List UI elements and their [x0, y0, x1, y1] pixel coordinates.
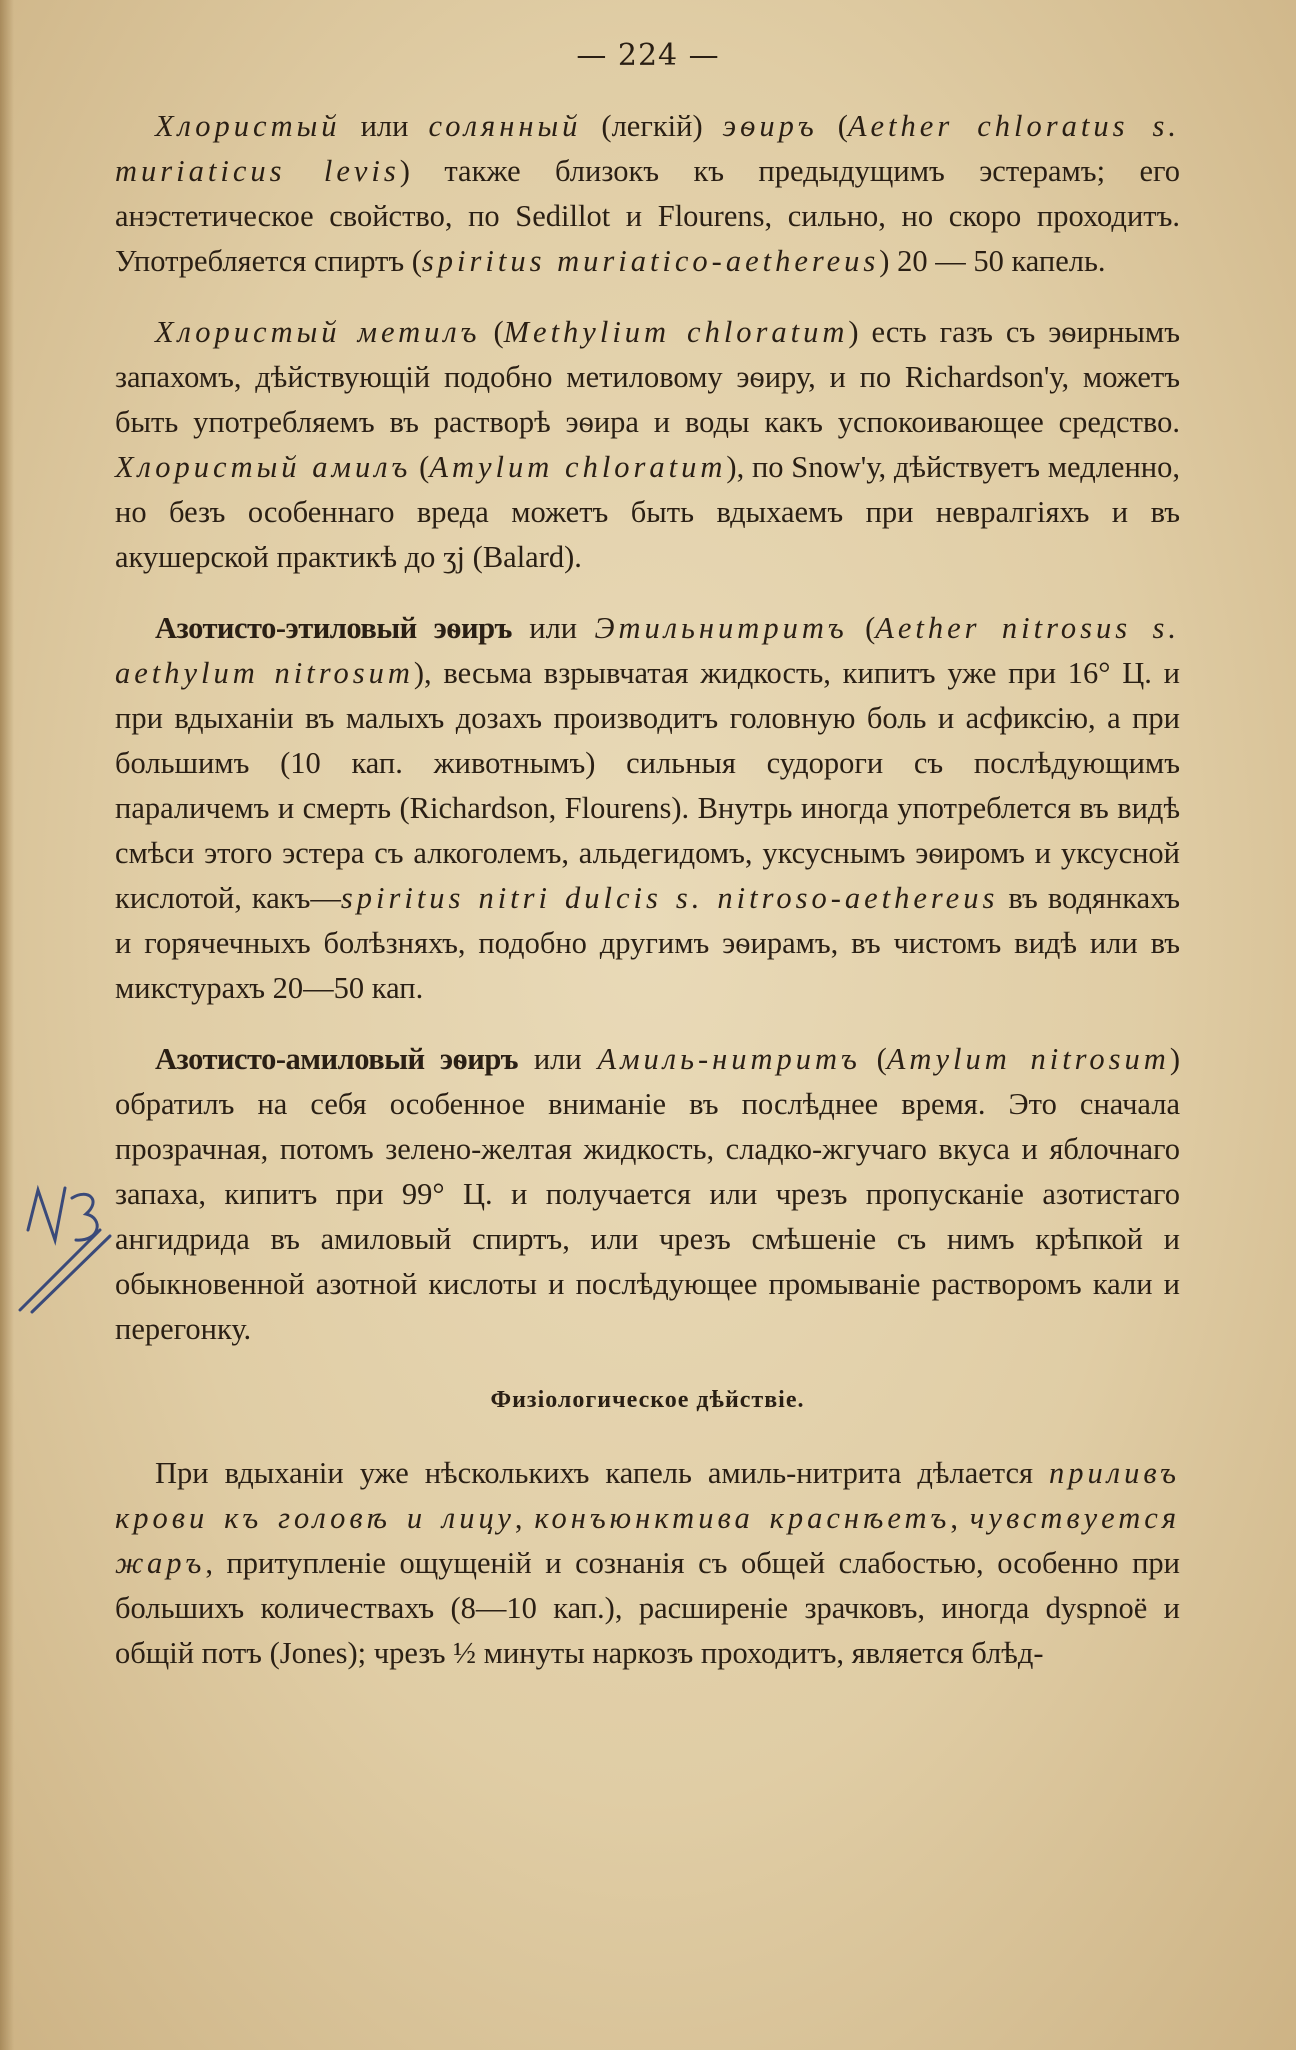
- italic-term: spiritus nitri dulcis s. nitroso-aethereus: [340, 881, 999, 915]
- text-run: ) 20 — 50 капель.: [879, 244, 1106, 278]
- paragraph-physiological-action: [115, 1451, 1180, 1676]
- bold-term: Азотисто-амиловый эѳиръ: [155, 1042, 519, 1076]
- page-number: — 224 —: [576, 38, 720, 73]
- italic-term: приливъ крови къ головѣ и лицу: [115, 1456, 1180, 1535]
- text-run: ) есть газъ съ эѳирнымъ запахомъ, дѣйствующiй подобно метиловому эѳиру, и по Richardson'у, можетъ быть употребляемъ въ растворѣ эѳира и воды какъ успокоивающее средство.: [115, 315, 1180, 439]
- text-run: При вдыханiи уже нѣсколькихъ капель амиль-нитрита дѣлается: [155, 1456, 1050, 1490]
- paragraph-methyl-chloride: [115, 310, 1180, 580]
- text-run: въ водянкахъ и горячечныхъ болѣзняхъ, подобно другимъ эѳирамъ, въ чистомъ видѣ или въ микстурахъ 20—50 кап.: [115, 881, 1181, 1005]
- page-edge-shadow: [0, 0, 14, 2050]
- text-run: ,: [950, 1501, 970, 1535]
- bold-term: Азотисто-этиловый эѳиръ: [155, 611, 512, 645]
- text-run: или: [518, 1042, 598, 1076]
- section-heading: Физiологическое дѣйствiе.: [490, 1387, 805, 1413]
- text-run: или: [340, 109, 429, 143]
- main-text: [115, 104, 1180, 1702]
- text-run: ) также близокъ къ предыдущимъ эстерамъ; его анэстетическое свойство, по Sedillot и Flourens, сильно, но скоро проходитъ. Употребляется спиртъ (: [115, 154, 1180, 278]
- italic-term: конъюнктива краснѣетъ: [534, 1501, 951, 1535]
- handwritten-margin-mark: [10, 1170, 120, 1320]
- paragraph-chlorinated-ether: [115, 104, 1180, 284]
- text-run: (: [817, 109, 848, 143]
- text-run: (легкiй): [581, 109, 723, 143]
- italic-term: Amylum nitrosum: [886, 1042, 1170, 1076]
- text-run: , притупленiе ощущенiй и сознанiя съ общей слабостью, особенно при большихъ количествахъ (8—10 кап.), расширенiе зрачковъ, иногда dyspnoë и общiй потъ (Jones); чрезъ ½ минуты наркозъ проходитъ, является блѣд-: [115, 1546, 1180, 1670]
- italic-term: Амиль-нитритъ: [597, 1042, 861, 1076]
- text-run: или: [511, 611, 595, 645]
- italic-term: Хлористый амилъ: [115, 450, 412, 484]
- italic-term: Хлористый: [155, 109, 341, 143]
- italic-term: Aether nitrosus s. aethylum nitrosum: [115, 611, 1180, 690]
- italic-term: Этильнитритъ: [594, 611, 848, 645]
- text-run: ,: [514, 1501, 535, 1535]
- italic-term: эѳиръ: [722, 109, 818, 143]
- text-run: (: [860, 1042, 887, 1076]
- text-run: ), весьма взрывчатая жидкость, кипитъ уже при 16° Ц. и при вдыханiи въ малыхъ дозахъ производитъ головную боль и асфиксiю, а при большимъ (10 кап. животнымъ) сильныя судороги съ послѣдующимъ параличемъ и смерть (Richardson, Flourens). Внутрь иногда употреблется въ видѣ смѣси этого эстера съ алкоголемъ, альдегидомъ, уксуснымъ эѳиромъ и уксусной кислотой, какъ—: [115, 656, 1180, 915]
- text-run: (: [411, 450, 430, 484]
- text-run: (: [847, 611, 876, 645]
- text-run: (: [480, 315, 504, 349]
- italic-term: Amylum chloratum: [429, 450, 727, 484]
- italic-term: Methylium chloratum: [503, 315, 849, 349]
- paragraph-amyl-nitrite: [115, 1037, 1180, 1352]
- italic-term: spiritus muriatico-aethereus: [421, 244, 880, 278]
- italic-term: солянный: [428, 109, 582, 143]
- text-run: ), по Snow'у, дѣйствуетъ медленно, но безъ особеннаго вреда можетъ быть вдыхаемъ при невралгiяхъ и въ акушерской практикѣ до ʒj (Balard).: [115, 450, 1180, 574]
- paragraph-ethyl-nitrite: [115, 606, 1180, 1011]
- italic-term: чувствуется жаръ: [115, 1501, 1181, 1580]
- italic-term: Хлористый метилъ: [155, 315, 481, 349]
- italic-term: Aether chloratus s. muriaticus levis: [115, 109, 1180, 188]
- text-run: ) обратилъ на себя особенное вниманiе въ послѣднее время. Это сначала прозрачная, потомъ зелено-желтая жидкость, сладко-жгучаго вкуса и яблочнаго запаха, кипитъ при 99° Ц. и получается или чрезъ пропусканiе азотистаго ангидрида въ амиловый спиртъ, или чрезъ смѣшенiе съ нимъ крѣпкой и обыкновенной азотной кислоты и послѣдующее промыванiе растворомъ кали и перегонку.: [115, 1042, 1180, 1346]
